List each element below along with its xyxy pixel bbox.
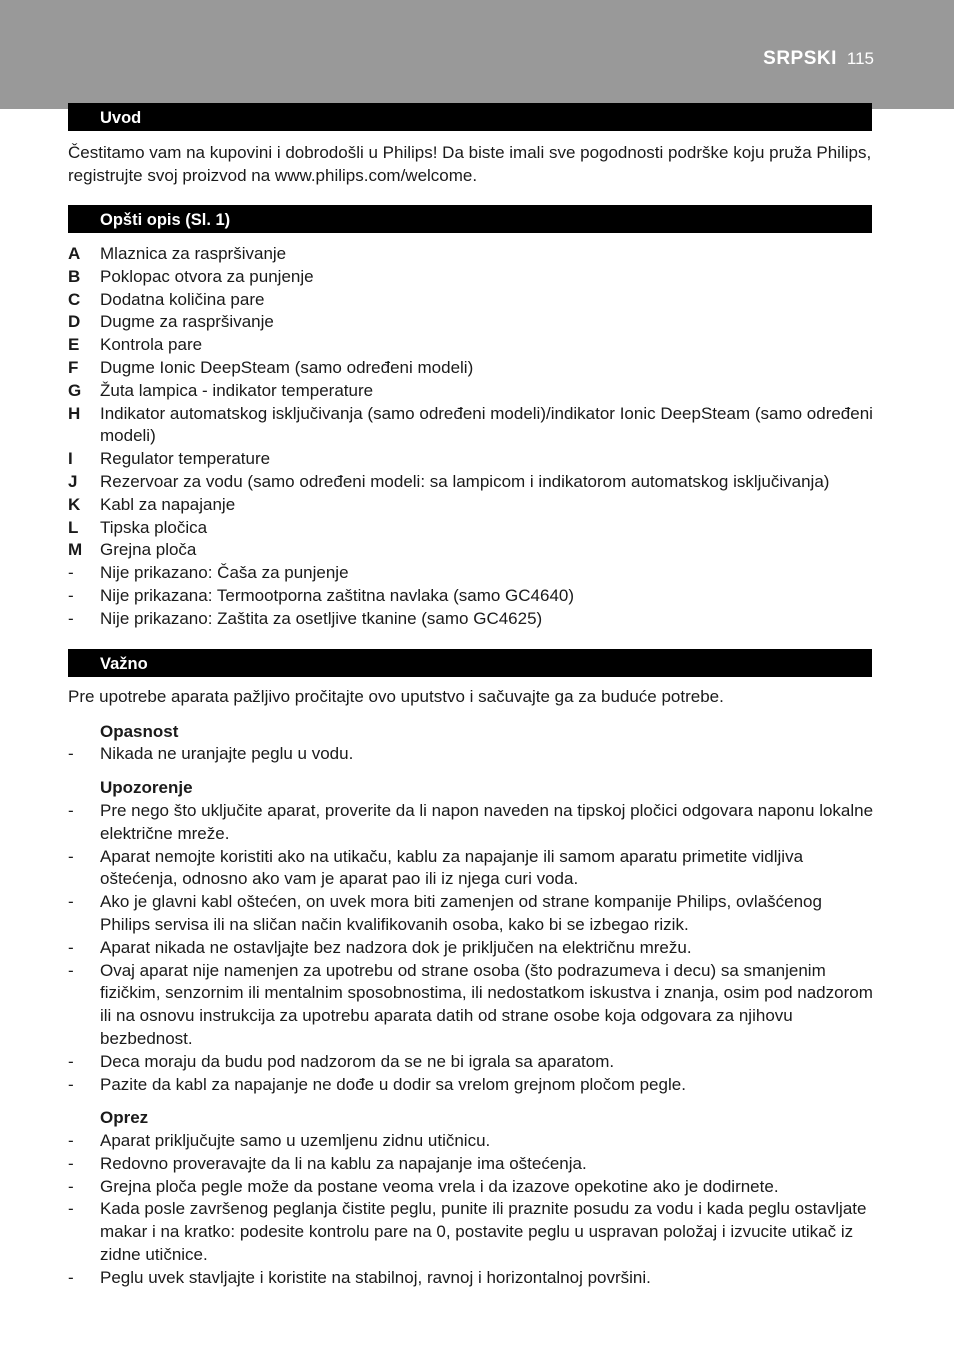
list-item xyxy=(68,448,874,471)
list-item-text: Kabl za napajanje xyxy=(100,494,236,514)
list-marker: A xyxy=(68,244,81,263)
section-heading-general: Opšti opis (Sl. 1) xyxy=(68,205,872,233)
danger-list xyxy=(68,743,874,766)
list-item-text: Grejna ploča pegle može da postane veoma vrela i da izazove opekotine ako je dodirnete. xyxy=(100,1176,779,1196)
list-marker: E xyxy=(68,335,80,355)
list-item-text: Dugme Ionic DeepSteam (samo određeni modeli) xyxy=(100,357,474,377)
list-item xyxy=(68,1267,874,1290)
list-item-text: Rezervoar za vodu (samo određeni modeli: sa lampicom i indikatorom automatskog isključivanja) xyxy=(100,471,830,491)
list-item-text: Regulator temperature xyxy=(100,449,271,469)
list-marker: - xyxy=(68,892,74,912)
list-item xyxy=(68,800,874,846)
list-marker: B xyxy=(68,266,81,286)
list-item xyxy=(68,311,874,334)
list-marker: - xyxy=(68,846,74,866)
list-marker: - xyxy=(68,801,74,820)
list-item-text: Ovaj aparat nije namenjen za upotrebu od strane osoba (što podrazumeva i decu) sa smanjenim fizičkim, senzornim ili mentalnim sposobnostima, ili nedostatkom iskustva i znanja, osim pod nadzorom ili na osnovu instrukcija za upotrebu aparata datih od strane osobe koja odgovara za njihovu bezbednost. xyxy=(100,960,873,1048)
intro-paragraph: Čestitamo vam na kupovini i dobrodošli u Philips! Da biste imali sve pogodnosti podrške koju pruža Philips, registrujte svoj proizvod na www.philips.com/welcome. xyxy=(68,143,872,185)
list-item xyxy=(68,1051,874,1074)
list-item-text: Aparat nikada ne ostavljajte bez nadzora dok je priključen na električnu mrežu. xyxy=(100,937,692,957)
list-marker: H xyxy=(68,403,81,423)
list-item xyxy=(68,1074,874,1097)
list-marker: F xyxy=(68,357,79,377)
list-item-text: Pre nego što uključite aparat, proverite da li napon naveden na tipskoj pločici odgovara naponu lokalne električne mreže. xyxy=(100,801,874,843)
list-item-text: Aparat nemojte koristiti ako na utikaču, kablu za napajanje ili samom aparatu primetite vidljiva oštećenja, odnosno ako vam je aparat pao ili iz njega curi voda. xyxy=(100,846,804,889)
header-band xyxy=(0,0,954,109)
list-item-text: Tipska pločica xyxy=(100,517,208,537)
list-item-text: Dodatna količina pare xyxy=(100,289,265,309)
list-item xyxy=(68,1153,874,1176)
list-item xyxy=(68,585,874,608)
list-marker: - xyxy=(68,960,74,980)
section-heading-important: Važno xyxy=(68,649,872,677)
list-item-text: Dugme za raspršivanje xyxy=(100,312,274,332)
list-marker: - xyxy=(68,563,74,583)
list-item xyxy=(68,846,874,892)
list-marker: - xyxy=(68,1131,74,1150)
list-item xyxy=(68,289,874,312)
list-item-text: Nije prikazano: Čaša za punjenje xyxy=(100,563,349,583)
important-paragraph: Pre upotrebe aparata pažljivo pročitajte ovo uputstvo i sačuvajte ga za buduće potrebe. xyxy=(68,687,724,706)
list-item xyxy=(68,380,874,403)
list-item-text: Peglu uvek stavljajte i koristite na stabilnoj, ravnoj i horizontalnoj površini. xyxy=(100,1267,651,1287)
list-marker: C xyxy=(68,289,81,309)
list-marker: D xyxy=(68,312,81,332)
list-marker: - xyxy=(68,1176,74,1196)
caution-list xyxy=(68,1130,874,1290)
list-item-text: Mlaznica za raspršivanje xyxy=(100,244,287,263)
list-item xyxy=(68,608,874,631)
caution-heading: Oprez xyxy=(100,1108,149,1127)
list-item xyxy=(68,403,874,449)
list-marker: I xyxy=(68,449,73,469)
list-marker: - xyxy=(68,744,74,763)
list-marker: - xyxy=(68,1074,74,1094)
list-item xyxy=(68,539,874,562)
list-item-text: Indikator automatskog isključivanja (samo određeni modeli)/indikator Ionic DeepSteam (samo određeni modeli) xyxy=(100,403,873,446)
list-item xyxy=(68,517,874,540)
list-marker: M xyxy=(68,540,83,560)
list-marker: - xyxy=(68,585,74,605)
list-item xyxy=(68,1198,874,1266)
parts-list xyxy=(68,243,874,631)
list-item-text: Pazite da kabl za napajanje ne dođe u dodir sa vrelom grejnom pločom pegle. xyxy=(100,1074,686,1094)
list-item xyxy=(68,562,874,585)
list-item-text: Aparat priključujte samo u uzemljenu zidnu utičnicu. xyxy=(100,1131,491,1150)
list-item-text: Deca moraju da budu pod nadzorom da se ne bi igrala sa aparatom. xyxy=(100,1051,615,1071)
list-item-text: Nije prikazano: Zaštita za osetljive tkanine (samo GC4625) xyxy=(100,608,543,628)
list-marker: - xyxy=(68,1199,74,1219)
list-item xyxy=(68,937,874,960)
list-item-text: Kada posle završenog peglanja čistite peglu, punite ili praznite posudu za vodu i kada peglu ostavljate makar i na kratko: podesite kontrolu pare na 0, postavite peglu u uspravan položaj i izvucite utikač iz zidne utičnice. xyxy=(100,1199,867,1264)
list-item xyxy=(68,334,874,357)
list-item xyxy=(68,960,874,1051)
list-item-text: Žuta lampica - indikator temperature xyxy=(100,380,374,400)
list-item xyxy=(68,266,874,289)
list-item xyxy=(68,1176,874,1199)
section-heading-intro: Uvod xyxy=(68,103,872,131)
list-item-text: Nikada ne uranjajte peglu u vodu. xyxy=(100,744,354,763)
list-item xyxy=(68,243,874,266)
list-item xyxy=(68,891,874,937)
list-item-text: Ako je glavni kabl oštećen, on uvek mora biti zamenjen od strane kompanije Philips, ovlašćenog Philips servisa ili na sličan način kvalifikovanih osoba, kako bi se izbegao rizik. xyxy=(100,892,822,934)
header-language: SRPSKI xyxy=(763,48,837,69)
list-item xyxy=(68,1130,874,1153)
list-item xyxy=(68,494,874,517)
page-number: 115 xyxy=(846,49,874,68)
warning-heading: Upozorenje xyxy=(100,778,193,797)
list-marker: G xyxy=(68,380,82,400)
warning-list xyxy=(68,800,874,1096)
list-item xyxy=(68,357,874,380)
list-marker: K xyxy=(68,494,81,514)
danger-heading: Opasnost xyxy=(100,722,179,741)
list-item-text: Kontrola pare xyxy=(100,335,203,355)
list-marker: - xyxy=(68,608,74,628)
page-header xyxy=(763,48,874,70)
list-item-text: Grejna ploča xyxy=(100,540,197,560)
list-marker: L xyxy=(68,517,79,537)
list-marker: - xyxy=(68,1051,74,1071)
list-item xyxy=(68,471,874,494)
list-marker: - xyxy=(68,1267,74,1287)
list-marker: - xyxy=(68,1153,74,1173)
list-marker: J xyxy=(68,471,78,491)
list-item xyxy=(68,743,874,766)
list-item-text: Poklopac otvora za punjenje xyxy=(100,266,314,286)
list-item-text: Nije prikazana: Termootporna zaštitna navlaka (samo GC4640) xyxy=(100,585,575,605)
list-item-text: Redovno proveravajte da li na kablu za napajanje ima oštećenja. xyxy=(100,1153,587,1173)
list-marker: - xyxy=(68,937,74,957)
